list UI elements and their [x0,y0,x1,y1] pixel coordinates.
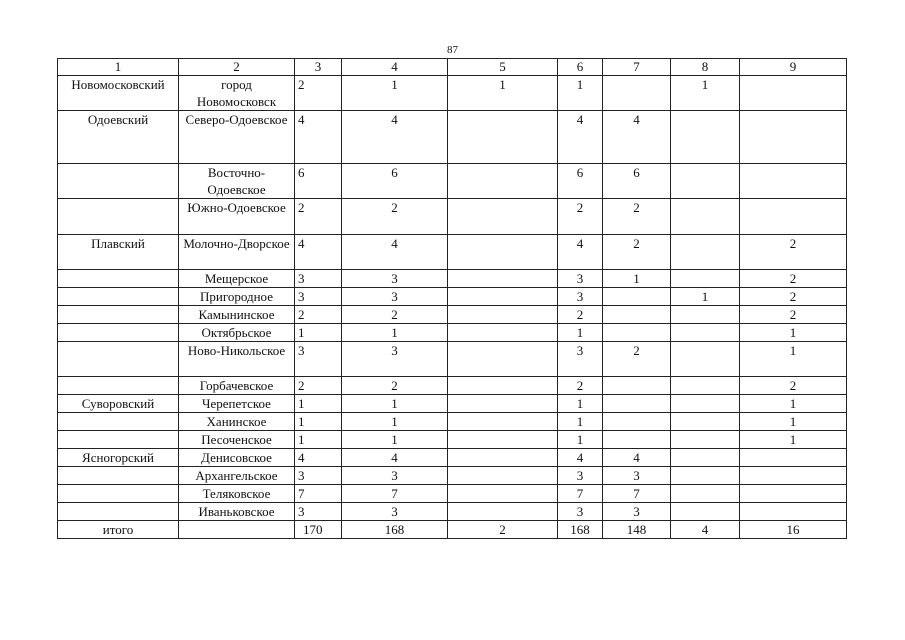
column-header: 2 [179,59,295,76]
col8-cell [671,111,740,164]
col9-cell: 2 [740,377,847,395]
col9-cell: 2 [740,235,847,270]
table-row [58,467,847,485]
district-cell [58,199,179,235]
total-cell: 148 [603,521,671,539]
col7-cell [603,324,671,342]
col3-cell: 2 [295,306,342,324]
col3-cell: 6 [295,164,342,199]
col9-cell [740,467,847,485]
col3-cell: 3 [295,503,342,521]
col5-cell: 1 [448,76,558,111]
col4-cell: 1 [342,395,448,413]
col4-cell: 2 [342,306,448,324]
col4-cell: 1 [342,76,448,111]
col6-cell: 4 [558,111,603,164]
column-header: 9 [740,59,847,76]
col4-cell: 3 [342,342,448,377]
col6-cell: 3 [558,342,603,377]
col5-cell [448,199,558,235]
col6-cell: 1 [558,324,603,342]
col8-cell [671,164,740,199]
col4-cell: 7 [342,485,448,503]
table-body [58,59,847,539]
total-label: итого [58,521,179,539]
settlement-cell: Иваньковское [179,503,295,521]
col5-cell [448,288,558,306]
table-row [58,164,847,199]
col7-cell: 4 [603,449,671,467]
col4-cell: 2 [342,199,448,235]
col9-cell [740,111,847,164]
col4-cell: 4 [342,111,448,164]
col5-cell [448,377,558,395]
col9-cell [740,164,847,199]
table-row [58,76,847,111]
settlement-cell: Пригородное [179,288,295,306]
col7-cell [603,413,671,431]
col7-cell [603,395,671,413]
settlement-cell: Ханинское [179,413,295,431]
col8-cell [671,485,740,503]
col5-cell [448,342,558,377]
col3-cell: 1 [295,324,342,342]
col5-cell [448,467,558,485]
col9-cell: 2 [740,306,847,324]
col8-cell [671,431,740,449]
col3-cell: 3 [295,342,342,377]
col5-cell [448,413,558,431]
table-row [58,377,847,395]
col9-cell: 1 [740,342,847,377]
settlement-cell: Теляковское [179,485,295,503]
column-header: 7 [603,59,671,76]
col5-cell [448,306,558,324]
col9-cell [740,449,847,467]
total-row [58,521,847,539]
col7-cell: 3 [603,467,671,485]
district-cell [58,270,179,288]
col9-cell: 1 [740,413,847,431]
col6-cell: 7 [558,485,603,503]
table-row [58,235,847,270]
total-cell: 16 [740,521,847,539]
table-row [58,111,847,164]
total-cell: 168 [558,521,603,539]
table-row [58,270,847,288]
col6-cell: 2 [558,199,603,235]
table-row [58,288,847,306]
table-row [58,485,847,503]
settlement-cell: Архангельское [179,467,295,485]
col8-cell [671,413,740,431]
col4-cell: 1 [342,324,448,342]
settlement-cell: Молочно-Дворское [179,235,295,270]
table-row [58,431,847,449]
col8-cell [671,395,740,413]
page-number: 87 [447,44,458,56]
table-row [58,306,847,324]
district-cell [58,306,179,324]
settlement-cell: Горбачевское [179,377,295,395]
table-row [58,342,847,377]
col7-cell [603,288,671,306]
col8-cell: 1 [671,288,740,306]
col4-cell: 4 [342,449,448,467]
column-header: 1 [58,59,179,76]
settlement-cell: Северо-Одоевское [179,111,295,164]
col5-cell [448,111,558,164]
col8-cell [671,306,740,324]
settlement-cell: Песоченское [179,431,295,449]
settlement-cell: Октябрьское [179,324,295,342]
settlement-cell: Южно-Одоевское [179,199,295,235]
settlement-cell: Денисовское [179,449,295,467]
col6-cell: 3 [558,503,603,521]
district-cell [58,164,179,199]
col5-cell [448,324,558,342]
col7-cell: 2 [603,199,671,235]
col6-cell: 2 [558,306,603,324]
table-row [58,199,847,235]
col9-cell: 1 [740,431,847,449]
col5-cell [448,270,558,288]
col9-cell [740,76,847,111]
col4-cell: 2 [342,377,448,395]
col7-cell: 6 [603,164,671,199]
col6-cell: 1 [558,431,603,449]
col3-cell: 4 [295,449,342,467]
total-cell: 4 [671,521,740,539]
settlement-cell: Восточно-Одоевское [179,164,295,199]
column-header: 4 [342,59,448,76]
col9-cell [740,503,847,521]
col3-cell: 7 [295,485,342,503]
col8-cell [671,503,740,521]
district-cell: Плавский [58,235,179,270]
district-cell [58,377,179,395]
table-row [58,395,847,413]
col4-cell: 3 [342,270,448,288]
district-cell [58,413,179,431]
col8-cell [671,449,740,467]
col3-cell: 1 [295,395,342,413]
col8-cell: 1 [671,76,740,111]
col6-cell: 3 [558,270,603,288]
col6-cell: 3 [558,467,603,485]
col3-cell: 2 [295,76,342,111]
settlement-cell: Ново-Никольское [179,342,295,377]
total-cell: 168 [342,521,448,539]
district-cell: Одоевский [58,111,179,164]
table-row [58,449,847,467]
district-cell: Суворовский [58,395,179,413]
col8-cell [671,467,740,485]
col7-cell [603,431,671,449]
col3-cell: 1 [295,431,342,449]
total-cell: 170 [295,521,342,539]
col3-cell: 4 [295,235,342,270]
col7-cell [603,377,671,395]
col7-cell [603,306,671,324]
col7-cell [603,76,671,111]
col3-cell: 3 [295,467,342,485]
col6-cell: 3 [558,288,603,306]
col6-cell: 1 [558,413,603,431]
district-cell [58,342,179,377]
col7-cell: 2 [603,342,671,377]
col8-cell [671,270,740,288]
district-cell [58,288,179,306]
settlement-cell: Мещерское [179,270,295,288]
total-cell [179,521,295,539]
col5-cell [448,449,558,467]
header-row [58,59,847,76]
col4-cell: 1 [342,431,448,449]
col7-cell: 3 [603,503,671,521]
column-header: 3 [295,59,342,76]
settlement-cell: город Новомосковск [179,76,295,111]
col8-cell [671,235,740,270]
col3-cell: 3 [295,288,342,306]
district-cell [58,431,179,449]
col5-cell [448,235,558,270]
col3-cell: 3 [295,270,342,288]
district-cell [58,467,179,485]
settlement-cell: Камынинское [179,306,295,324]
column-header: 8 [671,59,740,76]
col5-cell [448,395,558,413]
col4-cell: 3 [342,503,448,521]
col3-cell: 2 [295,199,342,235]
col4-cell: 3 [342,467,448,485]
col4-cell: 6 [342,164,448,199]
table-row [58,324,847,342]
col5-cell [448,431,558,449]
col6-cell: 6 [558,164,603,199]
district-cell [58,324,179,342]
district-cell: Ясногорский [58,449,179,467]
col8-cell [671,342,740,377]
col9-cell: 1 [740,324,847,342]
col6-cell: 4 [558,235,603,270]
table-row [58,503,847,521]
col5-cell [448,503,558,521]
col9-cell: 2 [740,270,847,288]
col6-cell: 1 [558,76,603,111]
district-cell: Новомосковский [58,76,179,111]
col6-cell: 2 [558,377,603,395]
col5-cell [448,485,558,503]
district-cell [58,485,179,503]
col7-cell: 2 [603,235,671,270]
col9-cell: 1 [740,395,847,413]
col8-cell [671,199,740,235]
col4-cell: 1 [342,413,448,431]
col9-cell [740,199,847,235]
col4-cell: 3 [342,288,448,306]
col5-cell [448,164,558,199]
col7-cell: 4 [603,111,671,164]
col7-cell: 7 [603,485,671,503]
col6-cell: 4 [558,449,603,467]
col6-cell: 1 [558,395,603,413]
column-header: 6 [558,59,603,76]
col8-cell [671,377,740,395]
col9-cell [740,485,847,503]
settlement-cell: Черепетское [179,395,295,413]
col3-cell: 2 [295,377,342,395]
col4-cell: 4 [342,235,448,270]
column-header: 5 [448,59,558,76]
total-cell: 2 [448,521,558,539]
district-cell [58,503,179,521]
col3-cell: 4 [295,111,342,164]
col9-cell: 2 [740,288,847,306]
col8-cell [671,324,740,342]
col7-cell: 1 [603,270,671,288]
table-row [58,413,847,431]
data-table [57,58,847,539]
col3-cell: 1 [295,413,342,431]
